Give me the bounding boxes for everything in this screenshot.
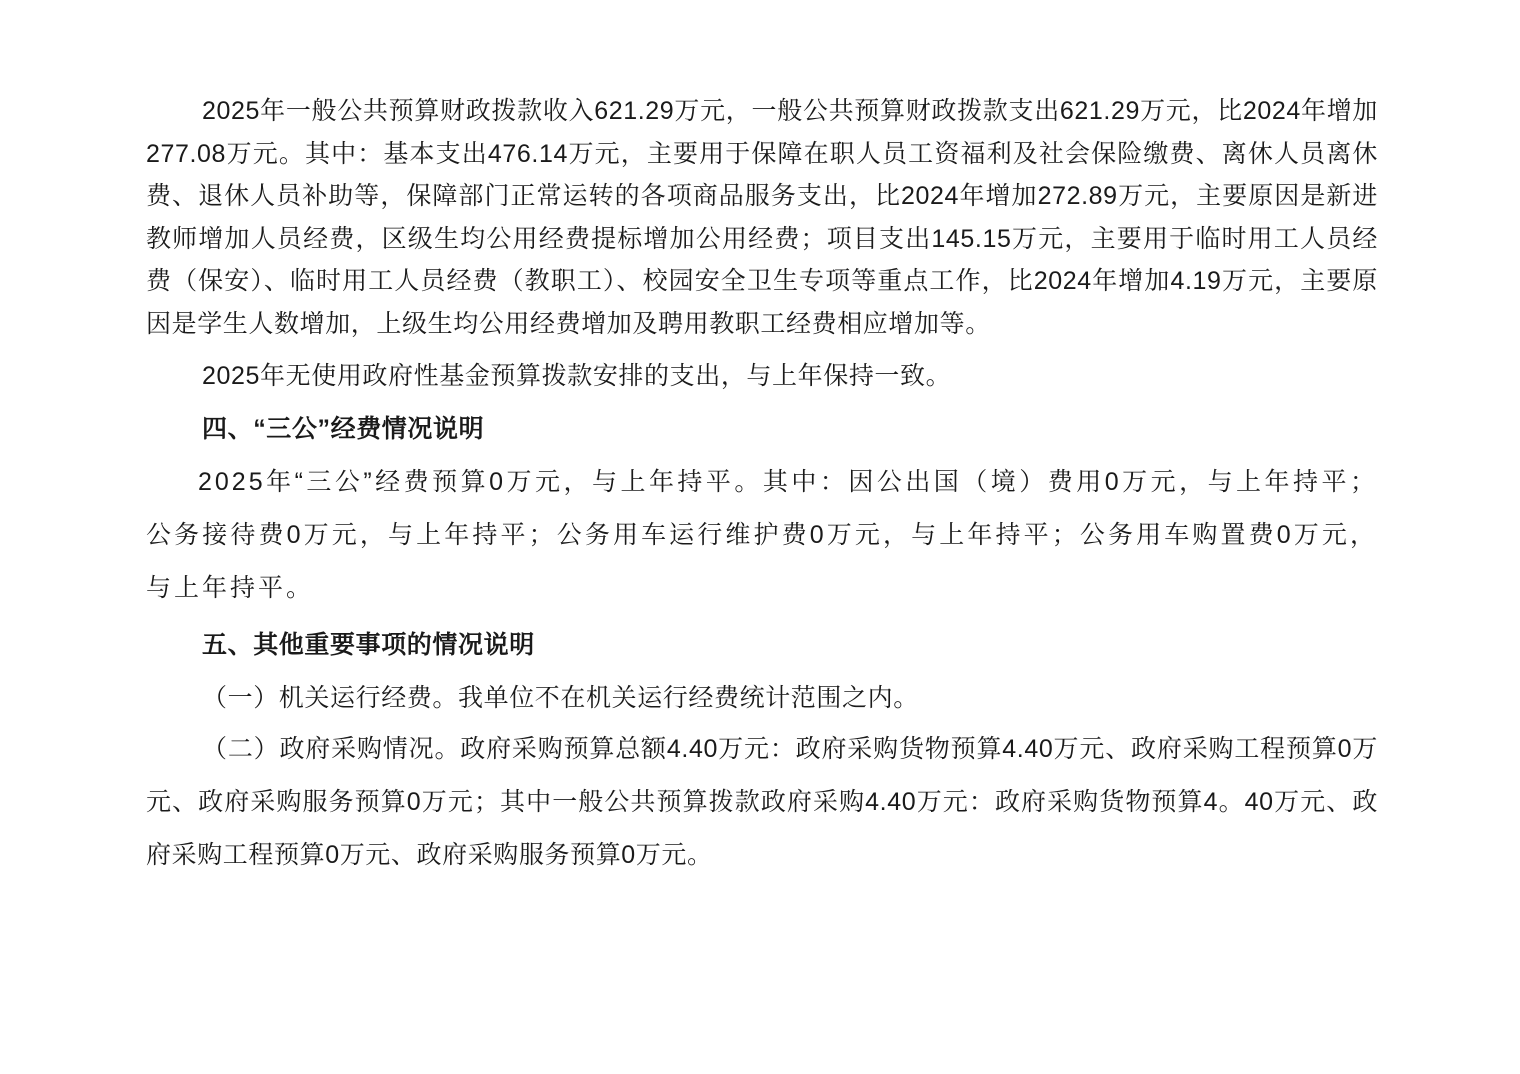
procurement-paragraph: （二）政府采购情况。政府采购预算总额4.40万元：政府采购货物预算4.40万元、政府采购工程预算0万元、政府采购服务预算0万元；其中一般公共预算拨款政府采购4.40万元：政府采购货物预算4。40万元、政府采购工程预算0万元、政府采购服务预算0万元。 (146, 735, 1378, 869)
section-four-heading: 四、“三公”经费情况说明 (202, 414, 485, 443)
section-five-heading: 五、其他重要事项的情况说明 (202, 631, 535, 659)
document-body (146, 90, 1378, 882)
budget-summary-paragraph: 2025年一般公共预算财政拨款收入621.29万元，一般公共预算财政拨款支出621.29万元，比2024年增加277.08万元。其中：基本支出476.14万元，主要用于保障在职人员工资福利及社会保险缴费、离休人员离休费、退休人员补助等，保障部门正常运转的各项商品服务支出，比2024年增加272.89万元，主要原因是新进教师增加人员经费，区级生均公用经费提标增加公用经费；项目支出145.15万元，主要用于临时用工人员经费（保安）、临时用工人员经费（教职工）、校园安全卫生专项等重点工作，比2024年增加4.19万元，主要原因是学生人数增加，上级生均公用经费增加及聘用教职工经费相应增加等。 (146, 97, 1378, 338)
three-public-paragraph: 2025年“三公”经费预算0万元，与上年持平。其中：因公出国（境）费用0万元，与上年持平；公务接待费0万元，与上年持平；公务用车运行维护费0万元，与上年持平；公务用车购置费0万元，与上年持平。 (146, 468, 1378, 602)
government-fund-paragraph: 2025年无使用政府性基金预算拨款安排的支出，与上年保持一致。 (202, 362, 952, 390)
agency-operation-paragraph: （一）机关运行经费。我单位不在机关运行经费统计范围之内。 (202, 683, 919, 712)
